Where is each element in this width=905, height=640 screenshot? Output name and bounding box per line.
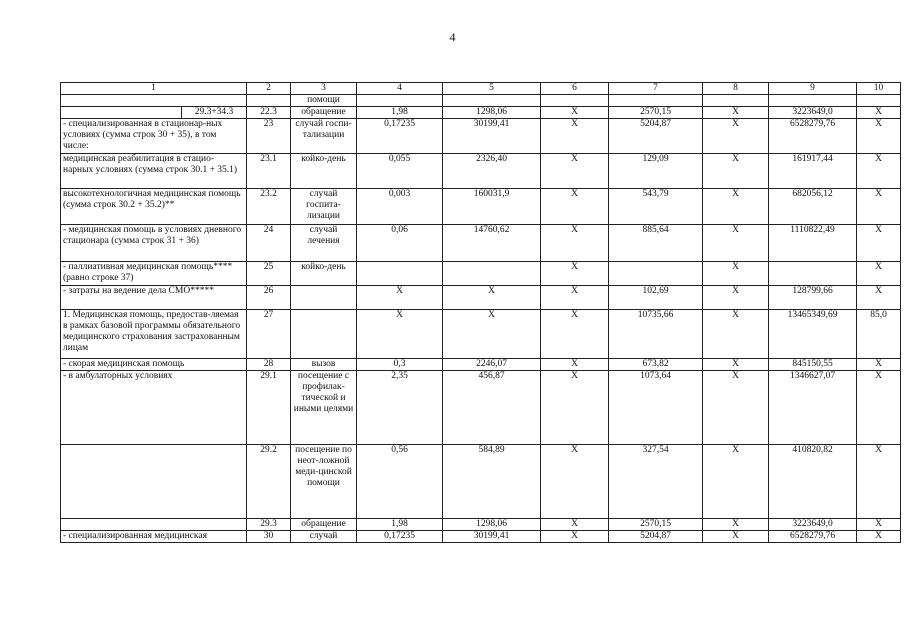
cell: X <box>541 359 609 371</box>
cell: X <box>703 262 769 286</box>
column-header: 9 <box>769 83 857 95</box>
cell: 2570,15 <box>609 107 703 119</box>
column-header: 7 <box>609 83 703 95</box>
cell: 885,64 <box>609 225 703 262</box>
cell: 327,54 <box>609 445 703 519</box>
cell: 1346627,07 <box>769 371 857 445</box>
cell <box>609 262 703 286</box>
cell: 161917,44 <box>769 154 857 189</box>
page-number: 4 <box>449 30 456 44</box>
cell: 3223649,0 <box>769 519 857 531</box>
cell: 682056,12 <box>769 189 857 225</box>
cell: X <box>703 445 769 519</box>
column-header: 3 <box>291 83 357 95</box>
cell: X <box>703 225 769 262</box>
cell: 673,82 <box>609 359 703 371</box>
cell: X <box>541 225 609 262</box>
cell: 1,98 <box>357 107 443 119</box>
row-unit: случай госпи-тализации <box>291 119 357 154</box>
cell: 13465349,69 <box>769 310 857 359</box>
cell: X <box>703 286 769 310</box>
cell: 456,87 <box>443 371 541 445</box>
cell: X <box>703 107 769 119</box>
row-label: - в амбулаторных условиях <box>61 371 247 445</box>
cell: 14760,62 <box>443 225 541 262</box>
cell: X <box>857 519 901 531</box>
cell: 0,06 <box>357 225 443 262</box>
cell: 0,17235 <box>357 119 443 154</box>
row-code: 23.2 <box>247 189 291 225</box>
cell: 1110822,49 <box>769 225 857 262</box>
column-header: 5 <box>443 83 541 95</box>
cell <box>609 95 703 107</box>
cell: X <box>857 359 901 371</box>
cell: X <box>541 286 609 310</box>
cell: X <box>357 286 443 310</box>
cell: X <box>443 310 541 359</box>
cell: X <box>857 189 901 225</box>
row-unit: помощи <box>291 95 357 107</box>
cell: X <box>703 519 769 531</box>
cell: 410820,82 <box>769 445 857 519</box>
cell: X <box>857 225 901 262</box>
cell: X <box>857 154 901 189</box>
row-label: медицинская реабилитация в стацио-нарных условиях (сумма строк 30.1 + 35.1) <box>61 154 247 189</box>
cell: 543,79 <box>609 189 703 225</box>
row-unit: случай госпита-лизации <box>291 189 357 225</box>
row-code: 23 <box>247 119 291 154</box>
cell: 1298,06 <box>443 519 541 531</box>
row-unit: койко-день <box>291 262 357 286</box>
cell: X <box>541 262 609 286</box>
column-header: 4 <box>357 83 443 95</box>
cell: 0,56 <box>357 445 443 519</box>
cell: X <box>443 286 541 310</box>
cell: X <box>703 310 769 359</box>
row-code: 23.1 <box>247 154 291 189</box>
row-code: 26 <box>247 286 291 310</box>
cell: 0,055 <box>357 154 443 189</box>
cell: 129,09 <box>609 154 703 189</box>
cell: X <box>541 371 609 445</box>
table-row <box>61 445 901 519</box>
row-code: 22.3 <box>247 107 291 119</box>
row-label: - паллиативная медицинская помощь**** (равно строке 37) <box>61 262 247 286</box>
cell: 5204,87 <box>609 531 703 543</box>
table-row <box>61 95 901 107</box>
cell: X <box>857 107 901 119</box>
column-header: 10 <box>857 83 901 95</box>
cell <box>769 262 857 286</box>
row-sublabel: 29.3+34.3 <box>181 107 246 118</box>
column-header: 6 <box>541 83 609 95</box>
cell: 6528279,76 <box>769 119 857 154</box>
cell: 2326,40 <box>443 154 541 189</box>
row-unit <box>291 286 357 310</box>
row-label <box>61 95 247 107</box>
cell: X <box>541 154 609 189</box>
cell: X <box>541 107 609 119</box>
row-code: 29.3 <box>247 519 291 531</box>
row-code: 25 <box>247 262 291 286</box>
row-code: 27 <box>247 310 291 359</box>
row-unit: вызов <box>291 359 357 371</box>
cell: 3223649,0 <box>769 107 857 119</box>
cell: 0,17235 <box>357 531 443 543</box>
cell <box>443 95 541 107</box>
cell: 845150,55 <box>769 359 857 371</box>
row-unit: случай лечения <box>291 225 357 262</box>
row-label: - специализированная в стационар-ных условиях (сумма строк 30 + 35), в том числе: <box>61 119 247 154</box>
row-label: - скорая медицинская помощь <box>61 359 247 371</box>
row-label: - специализированная медицинская <box>61 531 247 543</box>
cell <box>769 95 857 107</box>
column-header: 8 <box>703 83 769 95</box>
table-row <box>61 519 901 531</box>
cell: 102,69 <box>609 286 703 310</box>
cell: X <box>857 119 901 154</box>
table-row <box>61 119 901 154</box>
row-unit <box>291 310 357 359</box>
cell: 0,3 <box>357 359 443 371</box>
cell <box>703 95 769 107</box>
cell: 584,89 <box>443 445 541 519</box>
cell <box>357 262 443 286</box>
cell: 128799,66 <box>769 286 857 310</box>
table-row <box>61 531 901 543</box>
cell: 5204,87 <box>609 119 703 154</box>
cell: X <box>703 189 769 225</box>
row-unit: посещение с профилак-тической и иными целями <box>291 371 357 445</box>
cell <box>443 262 541 286</box>
cell: 30199,41 <box>443 531 541 543</box>
data-table <box>60 82 901 543</box>
table-row <box>61 262 901 286</box>
row-code <box>247 95 291 107</box>
row-label: высокотехнологичная медицинская помощь (сумма строк 30.2 + 35.2)** <box>61 189 247 225</box>
cell: 30199,41 <box>443 119 541 154</box>
row-label: - медицинская помощь в условиях дневного стационара (сумма строк 31 + 36) <box>61 225 247 262</box>
row-code: 30 <box>247 531 291 543</box>
row-label <box>61 519 247 531</box>
cell: 1,98 <box>357 519 443 531</box>
row-unit: случай <box>291 531 357 543</box>
cell: X <box>541 310 609 359</box>
row-code: 29.1 <box>247 371 291 445</box>
table-row <box>61 189 901 225</box>
table-row <box>61 286 901 310</box>
cell: X <box>857 286 901 310</box>
row-unit: обращение <box>291 107 357 119</box>
row-label: 1. Медицинская помощь, предостав-ляемая в рамках базовой программы обязательного медицинского страхования застрахованным лицам <box>61 310 247 359</box>
table-row <box>61 225 901 262</box>
cell: X <box>857 371 901 445</box>
cell: 1298,06 <box>443 107 541 119</box>
cell: 2246,07 <box>443 359 541 371</box>
cell: X <box>703 371 769 445</box>
cell: 2570,15 <box>609 519 703 531</box>
row-code: 24 <box>247 225 291 262</box>
cell <box>541 95 609 107</box>
cell <box>357 95 443 107</box>
cell: X <box>703 154 769 189</box>
row-label: - затраты на ведение дела СМО***** <box>61 286 247 310</box>
row-label <box>61 445 247 519</box>
cell: 6528279,76 <box>769 531 857 543</box>
cell: 10735,66 <box>609 310 703 359</box>
cell <box>857 95 901 107</box>
row-code: 28 <box>247 359 291 371</box>
row-unit: обращение <box>291 519 357 531</box>
cell: 0,003 <box>357 189 443 225</box>
row-label <box>61 107 247 119</box>
row-unit: койко-день <box>291 154 357 189</box>
table-row <box>61 154 901 189</box>
cell: X <box>541 519 609 531</box>
cell: X <box>703 119 769 154</box>
table-row <box>61 310 901 359</box>
column-header: 1 <box>61 83 247 95</box>
cell: 1073,64 <box>609 371 703 445</box>
cell: X <box>703 531 769 543</box>
table-row <box>61 371 901 445</box>
cell: X <box>857 445 901 519</box>
cell: X <box>541 119 609 154</box>
cell: 160031,9 <box>443 189 541 225</box>
table-row <box>61 107 901 119</box>
column-header: 2 <box>247 83 291 95</box>
cell: X <box>857 262 901 286</box>
cell: X <box>357 310 443 359</box>
cell: X <box>857 531 901 543</box>
row-unit: посещение по неот-ложной меди-цинской помощи <box>291 445 357 519</box>
cell: X <box>541 189 609 225</box>
cell: 85,0 <box>857 310 901 359</box>
header-row <box>61 83 901 95</box>
cell: 2,35 <box>357 371 443 445</box>
table-row <box>61 359 901 371</box>
row-code: 29.2 <box>247 445 291 519</box>
cell: X <box>541 445 609 519</box>
cell: X <box>703 359 769 371</box>
cell: X <box>541 531 609 543</box>
